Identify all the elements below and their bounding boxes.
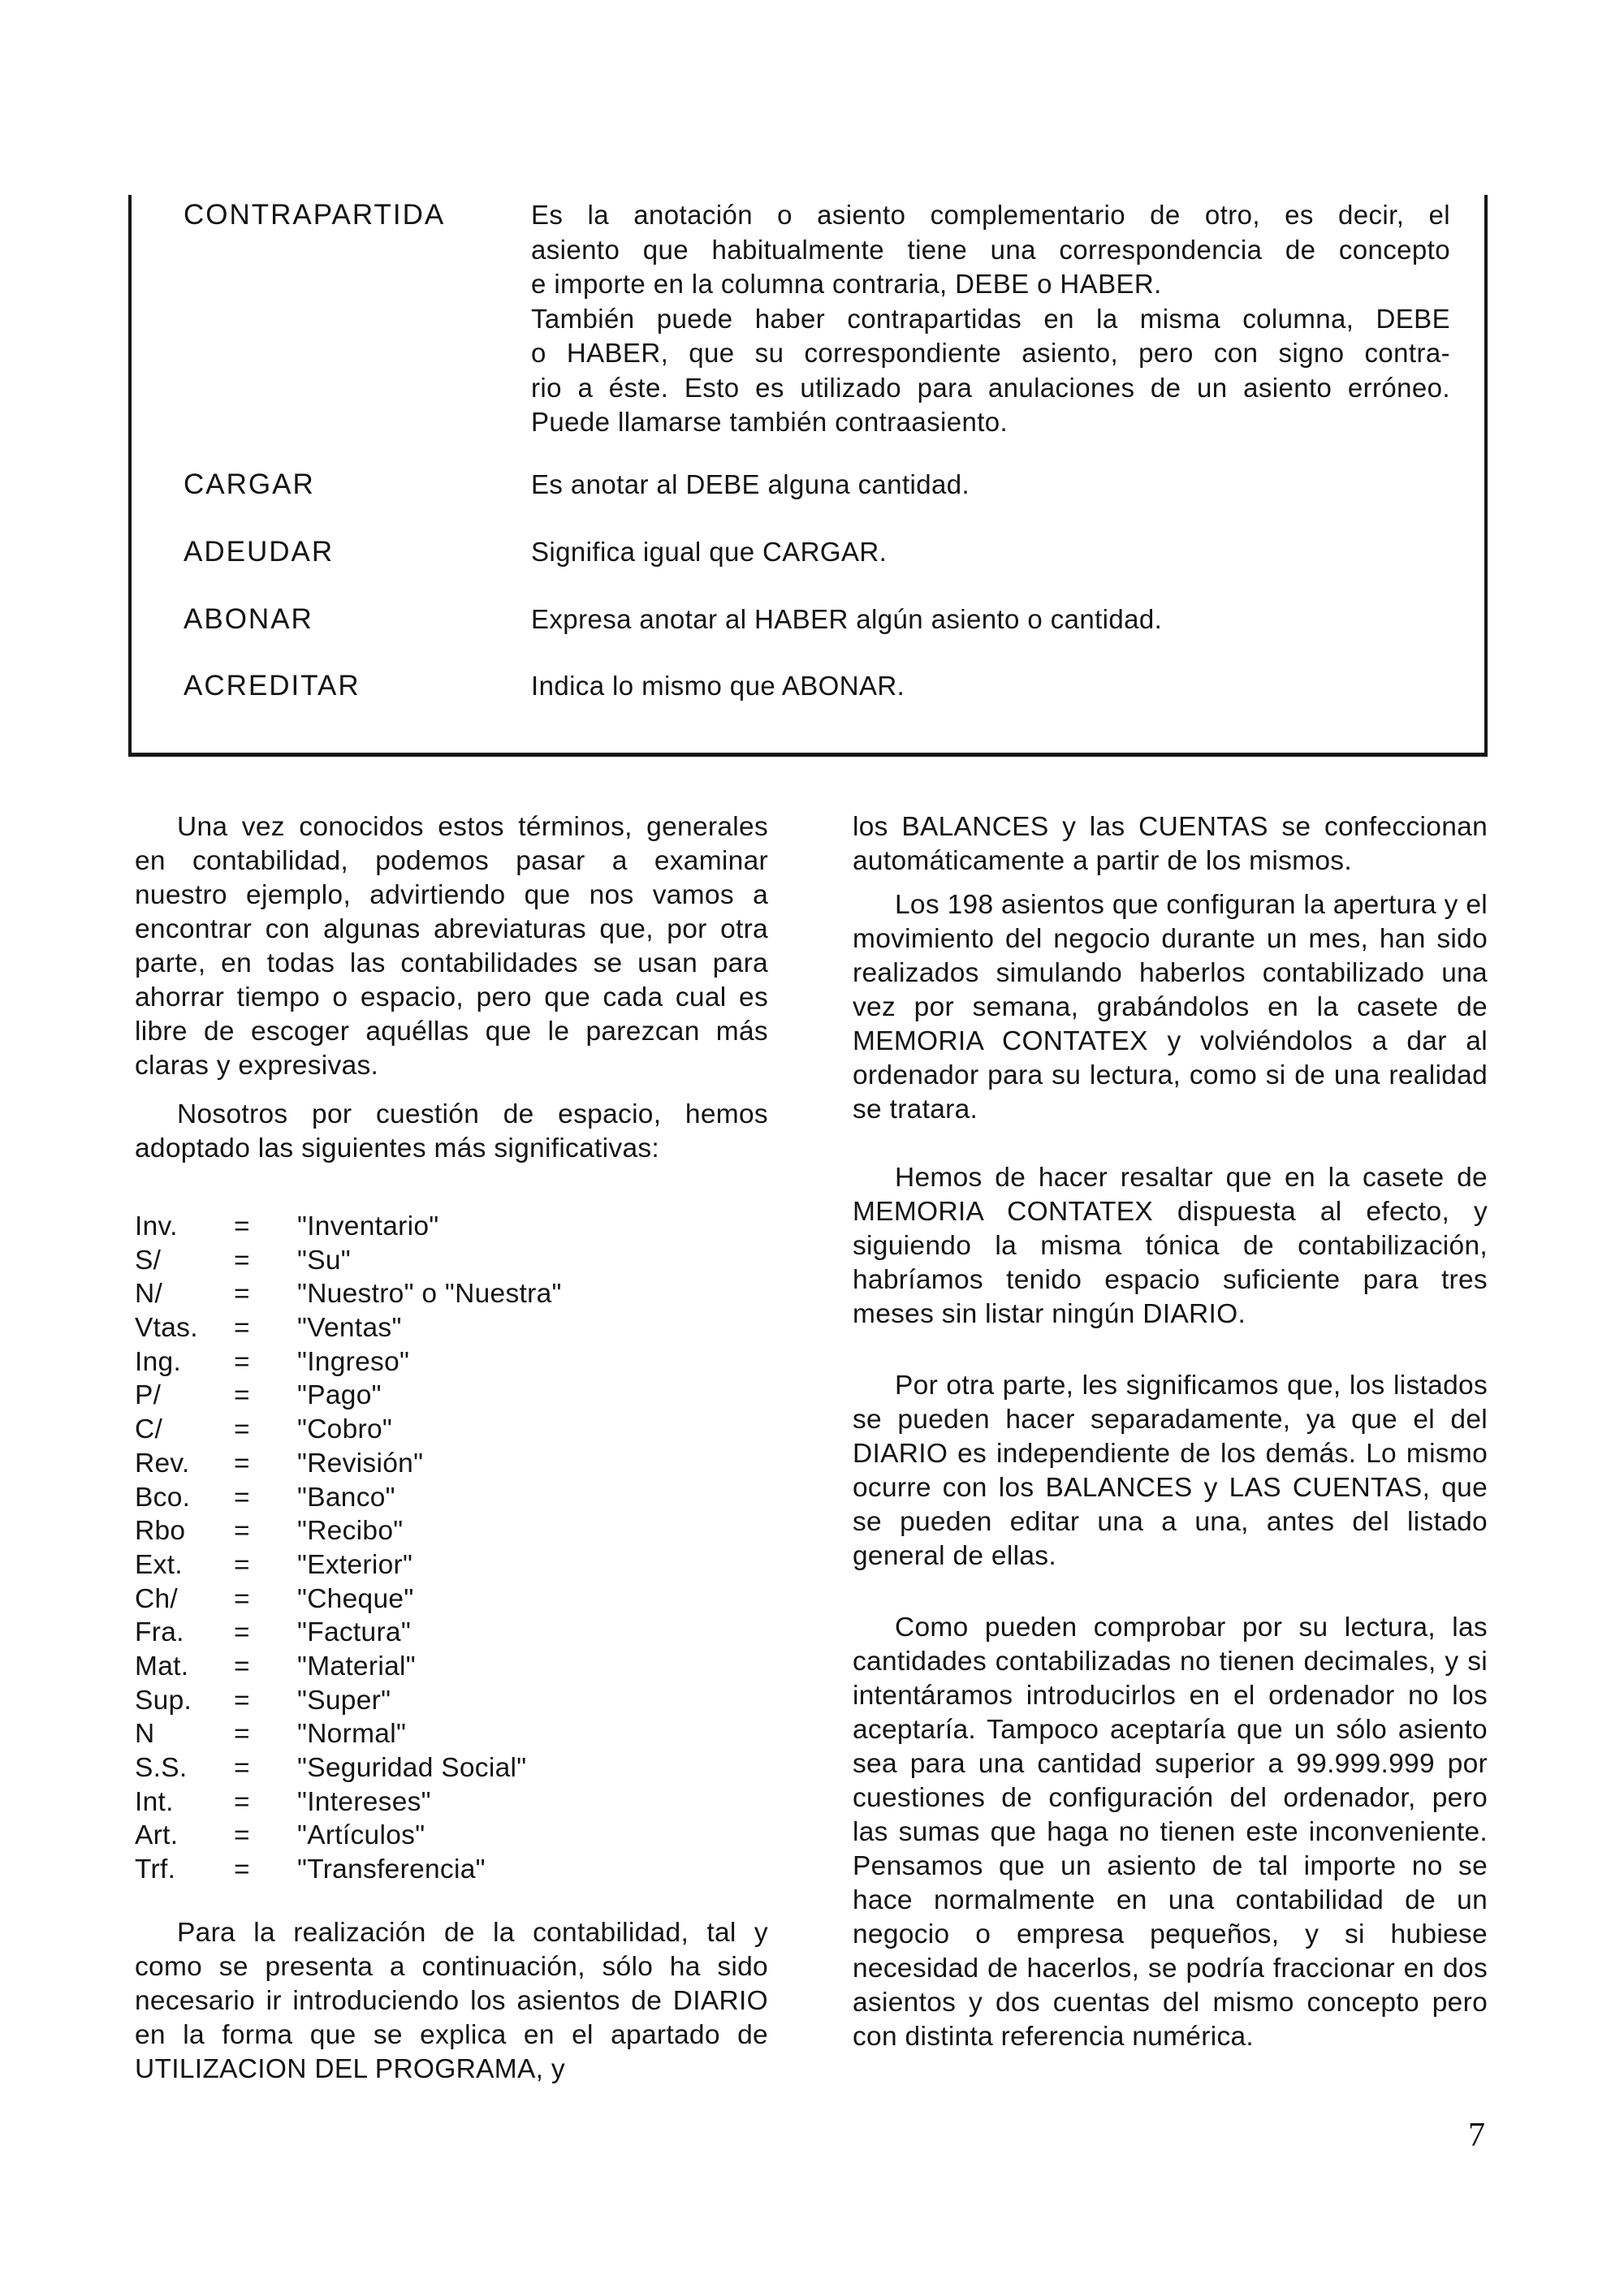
glossary-definition <box>531 468 1450 503</box>
body-paragraph: Como pueden comprobar por su lectura, las cantidades contabilizadas no tienen decimales, y si intentáramos introducirlos en el ordenador no los aceptaría. Tampoco aceptaría que un sólo asiento sea para una cantidad superior a 99.999.999 por cuestiones de configuración del ordenador, pero las sumas que haga no tienen este inconveniente. Pensamos que un asiento de tal importe no se hace normalmente en una contabilidad de un negocio o empresa pequeños, y si hubiese necesidad de hacerlos, se podría fraccionar en dos asientos y dos cuentas del mismo concepto pero con distinta referencia numérica. <box>853 1612 1488 2052</box>
abbreviation-row <box>135 1650 768 1684</box>
abbreviation-row <box>135 1413 768 1447</box>
abbreviation-meaning: "Artículos" <box>297 1820 425 1851</box>
abbreviation: Fra. <box>135 1617 184 1648</box>
equals-sign: = <box>234 1346 250 1377</box>
abbreviation-meaning: "Recibo" <box>297 1516 404 1547</box>
abbreviation-row <box>135 1345 768 1379</box>
equals-sign: = <box>234 1245 250 1276</box>
body-paragraph: Hemos de hacer resaltar que en la casete de MEMORIA CONTATEX dispuesta al efecto, y siguiendo la misma tónica de contabilización, habríamos tenido espacio suficiente para tres meses sin listar ningún DIARIO. <box>853 1163 1488 1329</box>
abbreviation: Ch/ <box>135 1583 179 1614</box>
abbreviation-row <box>135 1311 768 1345</box>
abbreviation-row <box>135 1379 768 1413</box>
abbreviations-intro: Nosotros por cuestión de espacio, hemos adoptado las siguientes más significativas: <box>135 1099 768 1163</box>
abbreviation-row <box>135 1582 768 1617</box>
equals-sign: = <box>234 1414 250 1445</box>
abbreviation-meaning: "Transferencia" <box>297 1854 486 1885</box>
right-column <box>853 810 1488 2054</box>
abbreviation: Inv. <box>135 1211 178 1241</box>
glossary-term: ADEUDAR <box>184 536 335 568</box>
page-number: 7 <box>1468 2117 1485 2154</box>
definition-line: Expresa anotar al HABER algún asiento o cantidad. <box>531 604 1163 634</box>
abbreviation-meaning: "Factura" <box>297 1617 412 1648</box>
equals-sign: = <box>234 1313 250 1344</box>
abbreviation: N <box>135 1719 155 1750</box>
equals-sign: = <box>234 1549 250 1580</box>
abbreviation: Ext. <box>135 1549 183 1580</box>
equals-sign: = <box>234 1279 250 1310</box>
abbreviation-meaning: "Ventas" <box>297 1313 402 1344</box>
glossary-box <box>128 195 1488 757</box>
definition-line: Significa igual que CARGAR. <box>531 537 888 567</box>
abbreviation-meaning: "Su" <box>297 1245 351 1276</box>
left-column <box>135 810 768 2087</box>
glossary-term: ABONAR <box>184 603 313 635</box>
abbreviation: Sup. <box>135 1685 192 1716</box>
body-paragraph: los BALANCES y las CUENTAS se confeccionan automáticamente a partir de los mismos. <box>853 812 1488 876</box>
abbreviation: Bco. <box>135 1482 191 1513</box>
abbreviation-row <box>135 1244 768 1278</box>
abbreviation-row <box>135 1447 768 1481</box>
body-paragraph: Por otra parte, les significamos que, los listados se pueden hacer separadamente, ya que el del DIARIO es independiente de los demás. Lo mismo ocurre con los BALANCES y LAS CUENTAS, que se pueden editar una a una, antes del listado general de ellas. <box>853 1371 1488 1571</box>
abbreviation: Rbo <box>135 1516 186 1547</box>
definition-line: o HABER, que su correspondiente asiento, pero con signo contra- <box>531 338 1450 368</box>
glossary-definition <box>531 198 1450 440</box>
abbreviation-meaning: "Nuestro" o "Nuestra" <box>297 1279 562 1310</box>
abbreviation: Art. <box>135 1820 179 1851</box>
abbreviation-row <box>135 1616 768 1650</box>
abbreviation-row <box>135 1514 768 1548</box>
abbreviation-meaning: "Normal" <box>297 1719 407 1750</box>
abbreviation-meaning: "Pago" <box>297 1380 382 1411</box>
abbreviation-meaning: "Material" <box>297 1651 416 1681</box>
glossary-term: CARGAR <box>184 468 315 500</box>
abbreviation-meaning: "Exterior" <box>297 1549 413 1580</box>
equals-sign: = <box>234 1753 250 1783</box>
body-paragraph: Los 198 asientos que configuran la apertura y el movimiento del negocio durante un mes, han sido realizados simulando haberlos contabilizado una vez por semana, grabándolos en la casete de MEMORIA CONTATEX y volviéndolos a dar al ordenador para su lectura, como si de una realidad se tratara. <box>853 890 1488 1125</box>
abbreviation-row <box>135 1717 768 1751</box>
equals-sign: = <box>234 1719 250 1750</box>
abbreviation: Vtas. <box>135 1313 198 1344</box>
equals-sign: = <box>234 1617 250 1648</box>
closing-paragraph: Para la realización de la contabilidad, tal y como se presenta a continuación, sólo ha sido necesario ir introduciendo los asientos de DIARIO en la forma que se explica en el apartado de UTILIZACION DEL PROGRAMA, y <box>135 1917 768 2084</box>
glossary-definition <box>531 669 1450 704</box>
equals-sign: = <box>234 1820 250 1851</box>
definition-line: Puede llamarse también contraasiento. <box>531 407 1009 437</box>
equals-sign: = <box>234 1380 250 1411</box>
abbreviation-row <box>135 1277 768 1311</box>
glossary-term: ACREDITAR <box>184 670 361 702</box>
abbreviation-meaning: "Inventario" <box>297 1211 439 1241</box>
abbreviation-meaning: "Intereses" <box>297 1786 431 1817</box>
abbreviation-meaning: "Ingreso" <box>297 1346 410 1377</box>
definition-line: e importe en la columna contraria, DEBE o HABER. <box>531 269 1162 299</box>
abbreviation: Ing. <box>135 1346 182 1377</box>
definition-line: Indica lo mismo que ABONAR. <box>531 671 905 701</box>
definition-line: rio a éste. Esto es utilizado para anulaciones de un asiento erróneo. <box>531 372 1450 403</box>
abbreviation-meaning: "Cheque" <box>297 1583 414 1614</box>
abbreviation: Mat. <box>135 1651 189 1681</box>
abbreviation-row <box>135 1785 768 1820</box>
abbreviation-meaning: "Cobro" <box>297 1414 393 1445</box>
equals-sign: = <box>234 1482 250 1513</box>
abbreviation: S/ <box>135 1245 162 1276</box>
abbreviation-meaning: "Banco" <box>297 1482 395 1513</box>
equals-sign: = <box>234 1448 250 1479</box>
abbreviation-row <box>135 1210 768 1244</box>
abbreviation-row <box>135 1853 768 1887</box>
equals-sign: = <box>234 1786 250 1817</box>
abbreviation-meaning: "Super" <box>297 1685 391 1716</box>
equals-sign: = <box>234 1685 250 1716</box>
abbreviation-row <box>135 1684 768 1718</box>
abbreviation: Rev. <box>135 1448 190 1479</box>
definition-line: asiento que habitualmente tiene una correspondencia de concepto <box>531 234 1450 265</box>
equals-sign: = <box>234 1583 250 1614</box>
intro-paragraph: Una vez conocidos estos términos, generales en contabilidad, podemos pasar a examinar nuestro ejemplo, advirtiendo que nos vamos a encontrar con algunas abreviaturas que, por otra parte, en todas las contabilidades se usan para ahorrar tiempo o espacio, pero que cada cual es libre de escoger aquéllas que le parezcan más claras y expresivas. <box>135 812 768 1081</box>
abbreviation: Trf. <box>135 1854 176 1885</box>
abbreviation: N/ <box>135 1279 163 1310</box>
equals-sign: = <box>234 1651 250 1681</box>
equals-sign: = <box>234 1211 250 1241</box>
glossary-definition <box>531 602 1450 637</box>
definition-line: Es la anotación o asiento complementario de otro, es decir, el <box>531 200 1450 230</box>
abbreviations-list <box>135 1210 768 1887</box>
equals-sign: = <box>234 1516 250 1547</box>
abbreviation: P/ <box>135 1380 162 1411</box>
abbreviation-meaning: "Revisión" <box>297 1448 424 1479</box>
equals-sign: = <box>234 1854 250 1885</box>
abbreviation: S.S. <box>135 1753 188 1783</box>
definition-line: También puede haber contrapartidas en la misma columna, DEBE <box>531 303 1450 334</box>
abbreviation-meaning: "Seguridad Social" <box>297 1753 527 1783</box>
abbreviation: Int. <box>135 1786 174 1817</box>
abbreviation-row <box>135 1548 768 1582</box>
glossary-term: CONTRAPARTIDA <box>184 199 446 231</box>
abbreviation-row <box>135 1751 768 1785</box>
glossary-definition <box>531 535 1450 570</box>
abbreviation: C/ <box>135 1414 163 1445</box>
abbreviation-row <box>135 1481 768 1515</box>
definition-line: Es anotar al DEBE alguna cantidad. <box>531 469 970 499</box>
abbreviation-row <box>135 1819 768 1853</box>
